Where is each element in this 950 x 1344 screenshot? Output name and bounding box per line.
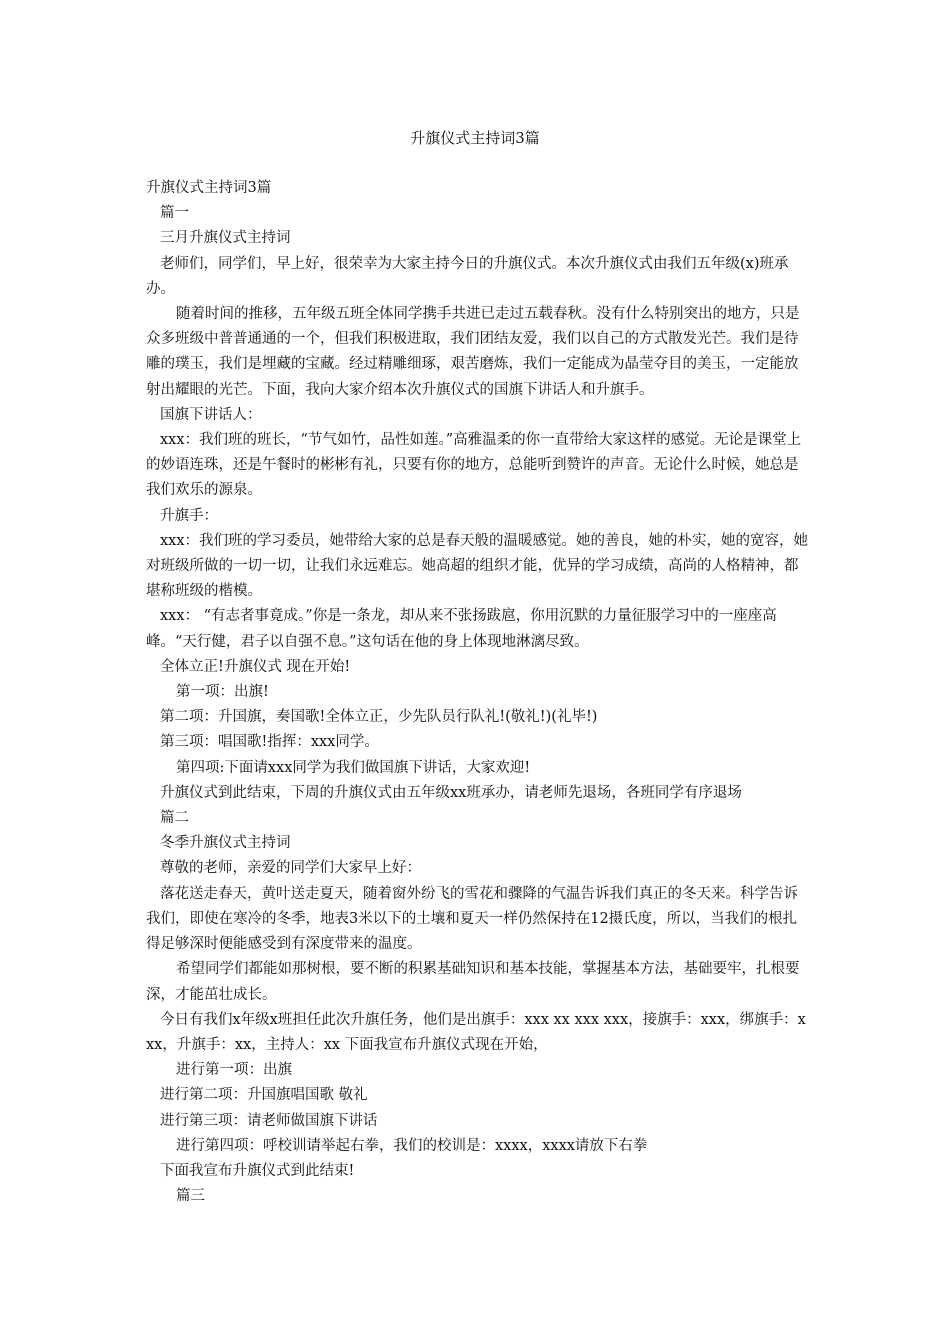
- paragraph: 今日有我们x年级x班担任此次升旗任务，他们是出旗手：xxx xx xxx xxx，接旗手：xxx，绑旗手：xxx，升旗手：xx，主持人：xx 下面我宣布升旗仪式现在开始，: [146, 1011, 806, 1053]
- document-body: [146, 176, 810, 1209]
- paragraph: 升旗仪式到此结束，下周的升旗仪式由五年级xx班承办，请老师先退场，各班同学有序退场: [160, 784, 742, 801]
- paragraph: 全体立正!升旗仪式 现在开始!: [160, 658, 351, 675]
- paragraph: 进行第二项：升国旗唱国歌 敬礼: [160, 1087, 368, 1104]
- paragraph: 国旗下讲话人：: [160, 406, 262, 423]
- section-heading-2: 篇二: [160, 810, 189, 827]
- paragraph: 升旗手：: [160, 507, 218, 524]
- paragraph: 第一项：出旗!: [176, 684, 269, 701]
- paragraph: 尊敬的老师，亲爱的同学们大家早上好：: [160, 860, 421, 877]
- paragraph: 第二项：升国旗，奏国歌!全体立正，少先队员行队礼!(敬礼!)(礼毕!): [160, 709, 598, 726]
- paragraph: 落花送走春天，黄叶送走夏天，随着窗外纷飞的雪花和骤降的气温告诉我们真正的冬天来。科学告诉我们，即使在寒冷的冬季，地表3米以下的土壤和夏天一样仍然保持在12摄氏度，所以，当我们的根扎得足够深时便能感受到有深度带来的温度。: [146, 885, 798, 953]
- paragraph: 进行第一项：出旗: [176, 1062, 292, 1079]
- paragraph: xxx：我们班的班长，“节气如竹，品性如莲。”高雅温柔的你一直带给大家这样的感觉。无论是课堂上的妙语连珠，还是午餐时的彬彬有礼，只要有你的地方，总能听到赞许的声音。无论什么时候，她总是我们欢乐的源泉。: [146, 432, 802, 499]
- section-title-2: 冬季升旗仪式主持词: [160, 835, 291, 852]
- paragraph: 进行第四项：呼校训请举起右拳，我们的校训是：xxxx，xxxx请放下右拳: [176, 1137, 648, 1154]
- paragraph: xxx： “有志者事竟成。”你是一条龙，却从来不张扬跋扈，你用沉默的力量征服学习中的一座座高峰。“天行健，君子以自强不息。”这句话在他的身上体现地淋漓尽致。: [146, 608, 777, 650]
- paragraph: 随着时间的推移，五年级五班全体同学携手共进已走过五载春秋。没有什么特别突出的地方，只是众多班级中普普通通的一个，但我们积极进取，我们团结友爱，我们以自己的方式散发光芒。我们是待雕的璞玉，我们是埋藏的宝藏。经过精雕细琢，艰苦磨炼，我们一定能成为晶莹夺目的美玉，一定能放射出耀眼的光芒。下面，我向大家介绍本次升旗仪式的国旗下讲话人和升旗手。: [146, 306, 800, 398]
- paragraph: 第三项：唱国歌!指挥：xxx同学。: [160, 734, 379, 751]
- section-title-1: 三月升旗仪式主持词: [160, 230, 291, 247]
- paragraph: 下面我宣布升旗仪式到此结束!: [160, 1162, 355, 1179]
- paragraph: 第四项:下面请xxx同学为我们做国旗下讲话，大家欢迎!: [176, 759, 531, 776]
- section-heading-1: 篇一: [160, 205, 189, 222]
- paragraph: 进行第三项：请老师做国旗下讲话: [160, 1112, 378, 1129]
- paragraph-subtitle: 升旗仪式主持词3篇: [146, 180, 272, 196]
- paragraph: 老师们，同学们，早上好，很荣幸为大家主持今日的升旗仪式。本次升旗仪式由我们五年级(x)班承办。: [146, 255, 789, 297]
- section-heading-3: 篇三: [176, 1188, 205, 1205]
- paragraph: 希望同学们都能如那树根，要不断的积累基础知识和基本技能，掌握基本方法，基础要牢，扎根要深，才能茁壮成长。: [146, 961, 800, 1003]
- paragraph: xxx：我们班的学习委员，她带给大家的总是春天般的温暖感觉。她的善良，她的朴实，她的宽容，她对班级所做的一切一切，让我们永远难忘。她高超的组织才能，优异的学习成绩，高尚的人格精神，都堪称班级的楷模。: [146, 532, 809, 600]
- document-title: 升旗仪式主持词3篇: [410, 129, 540, 147]
